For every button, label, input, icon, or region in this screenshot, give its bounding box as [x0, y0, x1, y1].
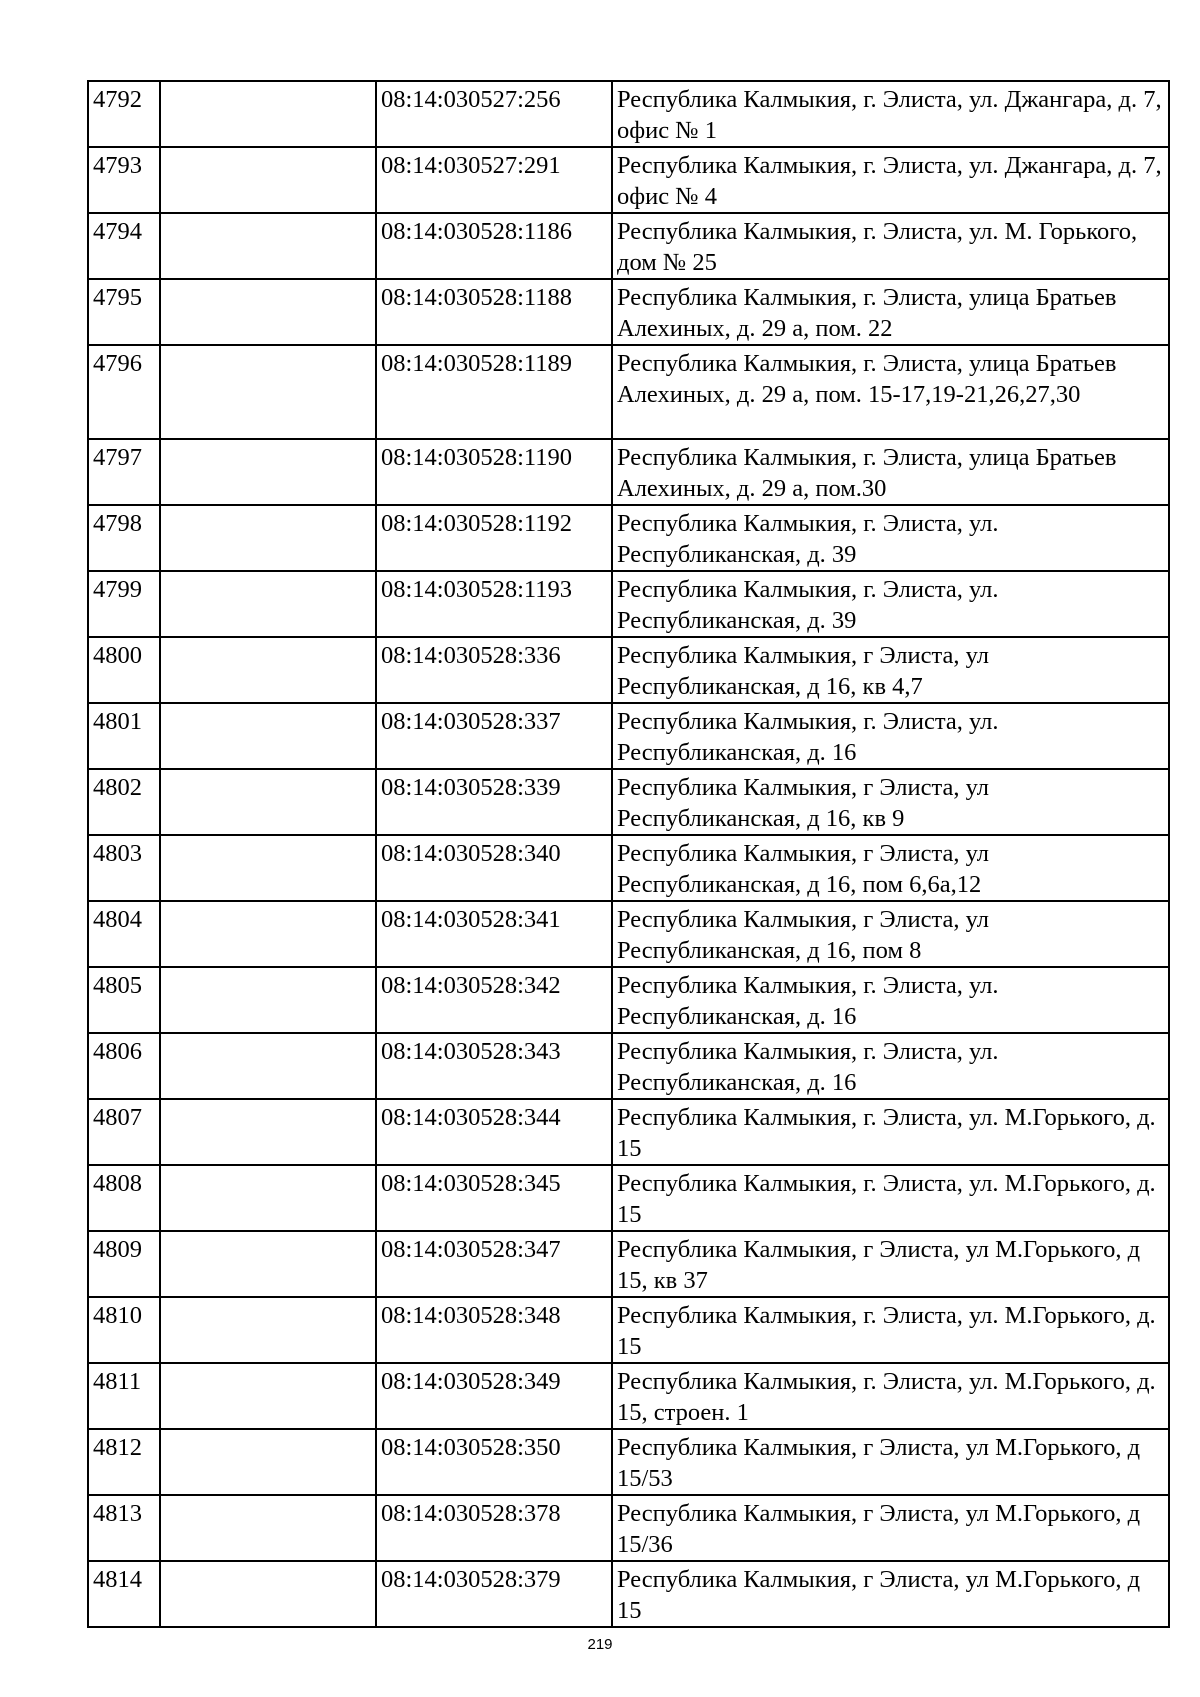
row-number-cell: 4809	[88, 1231, 160, 1297]
name-cell	[160, 505, 376, 571]
table-row	[88, 967, 1169, 1033]
name-cell	[160, 835, 376, 901]
table-row	[88, 279, 1169, 345]
table-row	[88, 703, 1169, 769]
name-cell	[160, 703, 376, 769]
table-row	[88, 637, 1169, 703]
address-cell: Республика Калмыкия, г Элиста, ул Республиканская, д 16, кв 9	[612, 769, 1169, 835]
name-cell	[160, 901, 376, 967]
address-cell: Республика Калмыкия, г. Элиста, ул. Джангара, д. 7, офис № 1	[612, 81, 1169, 147]
cadastral-number-cell: 08:14:030528:379	[376, 1561, 612, 1627]
cadastral-number-cell: 08:14:030528:344	[376, 1099, 612, 1165]
cadastral-number-cell: 08:14:030528:341	[376, 901, 612, 967]
cadastral-number-cell: 08:14:030528:1193	[376, 571, 612, 637]
name-cell	[160, 1429, 376, 1495]
name-cell	[160, 769, 376, 835]
cadastral-number-cell: 08:14:030527:291	[376, 147, 612, 213]
name-cell	[160, 967, 376, 1033]
row-number-cell: 4796	[88, 345, 160, 439]
row-number-cell: 4797	[88, 439, 160, 505]
table-row	[88, 345, 1169, 439]
row-number-cell: 4793	[88, 147, 160, 213]
cadastral-number-cell: 08:14:030528:348	[376, 1297, 612, 1363]
cadastral-number-cell: 08:14:030528:345	[376, 1165, 612, 1231]
address-cell: Республика Калмыкия, г Элиста, ул М.Горького, д 15/36	[612, 1495, 1169, 1561]
row-number-cell: 4806	[88, 1033, 160, 1099]
name-cell	[160, 345, 376, 439]
row-number-cell: 4808	[88, 1165, 160, 1231]
address-cell: Республика Калмыкия, г. Элиста, ул. Республиканская, д. 16	[612, 703, 1169, 769]
cadastral-number-cell: 08:14:030528:347	[376, 1231, 612, 1297]
table-row	[88, 1429, 1169, 1495]
cadastral-number-cell: 08:14:030528:1186	[376, 213, 612, 279]
row-number-cell: 4801	[88, 703, 160, 769]
row-number-cell: 4794	[88, 213, 160, 279]
name-cell	[160, 147, 376, 213]
name-cell	[160, 81, 376, 147]
cadastral-number-cell: 08:14:030528:349	[376, 1363, 612, 1429]
table-row	[88, 81, 1169, 147]
name-cell	[160, 213, 376, 279]
name-cell	[160, 571, 376, 637]
cadastral-number-cell: 08:14:030527:256	[376, 81, 612, 147]
name-cell	[160, 1165, 376, 1231]
cadastral-number-cell: 08:14:030528:336	[376, 637, 612, 703]
address-cell: Республика Калмыкия, г Элиста, ул М.Горького, д 15/53	[612, 1429, 1169, 1495]
table-row	[88, 1561, 1169, 1627]
table-row	[88, 439, 1169, 505]
table-row	[88, 1231, 1169, 1297]
cadastral-number-cell: 08:14:030528:350	[376, 1429, 612, 1495]
row-number-cell: 4814	[88, 1561, 160, 1627]
name-cell	[160, 1231, 376, 1297]
address-cell: Республика Калмыкия, г. Элиста, ул. Республиканская, д. 39	[612, 505, 1169, 571]
address-cell: Республика Калмыкия, г. Элиста, ул. М.Горького, д. 15, строен. 1	[612, 1363, 1169, 1429]
address-cell: Республика Калмыкия, г Элиста, ул М.Горького, д 15, кв 37	[612, 1231, 1169, 1297]
table-row	[88, 1363, 1169, 1429]
name-cell	[160, 439, 376, 505]
cadastral-number-cell: 08:14:030528:337	[376, 703, 612, 769]
table-row	[88, 147, 1169, 213]
row-number-cell: 4800	[88, 637, 160, 703]
row-number-cell: 4804	[88, 901, 160, 967]
name-cell	[160, 279, 376, 345]
table-row	[88, 1495, 1169, 1561]
name-cell	[160, 1495, 376, 1561]
row-number-cell: 4792	[88, 81, 160, 147]
row-number-cell: 4803	[88, 835, 160, 901]
table-row	[88, 1033, 1169, 1099]
table-row	[88, 835, 1169, 901]
cadastral-number-cell: 08:14:030528:1188	[376, 279, 612, 345]
address-cell: Республика Калмыкия, г. Элиста, улица Братьев Алехиных, д. 29 а, пом.30	[612, 439, 1169, 505]
name-cell	[160, 1297, 376, 1363]
row-number-cell: 4811	[88, 1363, 160, 1429]
row-number-cell: 4812	[88, 1429, 160, 1495]
table-row	[88, 1165, 1169, 1231]
address-cell: Республика Калмыкия, г. Элиста, улица Братьев Алехиных, д. 29 а, пом. 22	[612, 279, 1169, 345]
address-cell: Республика Калмыкия, г Элиста, ул Республиканская, д 16, пом 8	[612, 901, 1169, 967]
address-cell: Республика Калмыкия, г. Элиста, ул. Республиканская, д. 39	[612, 571, 1169, 637]
address-cell: Республика Калмыкия, г. Элиста, ул. М.Горького, д. 15	[612, 1165, 1169, 1231]
cadastral-number-cell: 08:14:030528:340	[376, 835, 612, 901]
page-number: 219	[587, 1636, 613, 1653]
row-number-cell: 4802	[88, 769, 160, 835]
address-cell: Республика Калмыкия, г. Элиста, ул. М.Горького, д. 15	[612, 1099, 1169, 1165]
table-row	[88, 213, 1169, 279]
table-row	[88, 769, 1169, 835]
table-row	[88, 901, 1169, 967]
cadastral-number-cell: 08:14:030528:1190	[376, 439, 612, 505]
table-body	[88, 81, 1169, 1627]
cadastral-number-cell: 08:14:030528:343	[376, 1033, 612, 1099]
cadastral-number-cell: 08:14:030528:378	[376, 1495, 612, 1561]
row-number-cell: 4813	[88, 1495, 160, 1561]
address-cell: Республика Калмыкия, г Элиста, ул Республиканская, д 16, пом 6,6а,12	[612, 835, 1169, 901]
row-number-cell: 4798	[88, 505, 160, 571]
name-cell	[160, 1033, 376, 1099]
address-cell: Республика Калмыкия, г. Элиста, ул. Республиканская, д. 16	[612, 1033, 1169, 1099]
cadastral-number-cell: 08:14:030528:1189	[376, 345, 612, 439]
name-cell	[160, 1363, 376, 1429]
address-cell: Республика Калмыкия, г. Элиста, ул. М. Горького, дом № 25	[612, 213, 1169, 279]
cadastral-number-cell: 08:14:030528:342	[376, 967, 612, 1033]
name-cell	[160, 637, 376, 703]
row-number-cell: 4805	[88, 967, 160, 1033]
address-cell: Республика Калмыкия, г. Элиста, ул. Республиканская, д. 16	[612, 967, 1169, 1033]
address-cell: Республика Калмыкия, г. Элиста, улица Братьев Алехиных, д. 29 а, пом. 15-17,19-21,26,27,30	[612, 345, 1169, 439]
table-row	[88, 1297, 1169, 1363]
property-table	[87, 80, 1170, 1628]
table-row	[88, 571, 1169, 637]
table-row	[88, 505, 1169, 571]
name-cell	[160, 1561, 376, 1627]
row-number-cell: 4795	[88, 279, 160, 345]
cadastral-number-cell: 08:14:030528:1192	[376, 505, 612, 571]
row-number-cell: 4799	[88, 571, 160, 637]
address-cell: Республика Калмыкия, г. Элиста, ул. М.Горького, д. 15	[612, 1297, 1169, 1363]
address-cell: Республика Калмыкия, г. Элиста, ул. Джангара, д. 7, офис № 4	[612, 147, 1169, 213]
address-cell: Республика Калмыкия, г Элиста, ул Республиканская, д 16, кв 4,7	[612, 637, 1169, 703]
row-number-cell: 4810	[88, 1297, 160, 1363]
address-cell: Республика Калмыкия, г Элиста, ул М.Горького, д 15	[612, 1561, 1169, 1627]
name-cell	[160, 1099, 376, 1165]
table-row	[88, 1099, 1169, 1165]
cadastral-number-cell: 08:14:030528:339	[376, 769, 612, 835]
row-number-cell: 4807	[88, 1099, 160, 1165]
